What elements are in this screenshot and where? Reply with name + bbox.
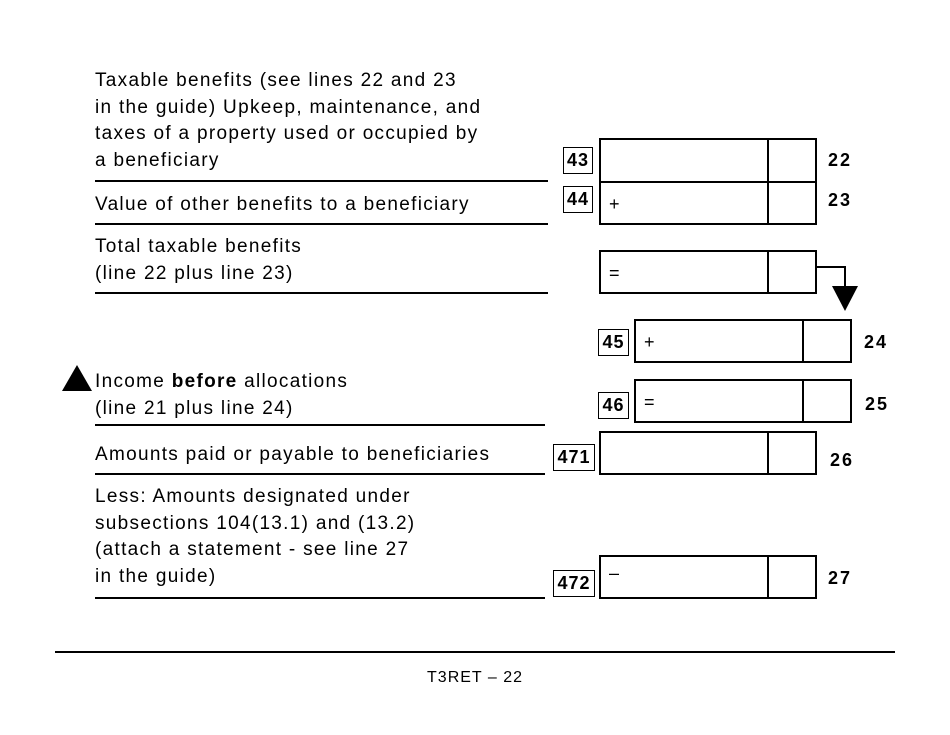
total-taxable-benefits-label [95,234,302,287]
page-footer: T3RET – 22 [427,669,523,686]
label-line: Taxable benefits (see lines 22 and 23 [95,70,457,91]
line-22-input[interactable] [599,138,817,183]
line-number: 23 [828,190,853,210]
divider [95,424,545,426]
label-line: in the guide) Upkeep, maintenance, and [95,96,482,118]
divider [95,292,548,294]
code-43: 43 [563,147,593,174]
cents-field[interactable] [802,321,850,361]
code-472: 472 [553,570,595,597]
equals-sign: = [644,392,655,412]
cents-field[interactable] [767,183,815,223]
label-line: in the guide) [95,565,217,587]
divider [95,223,548,225]
label-line: (attach a statement - see line 27 [95,539,410,560]
footer-rule [55,651,895,653]
line-23-input[interactable] [599,181,817,225]
divider [95,473,545,475]
triangle-marker-icon [62,364,94,392]
label-line: subsections 104(13.1) and (13.2) [95,512,416,534]
equals-sign: = [609,263,620,283]
line-24-input[interactable] [634,319,852,363]
other-benefits-label: Value of other benefits to a beneficiary [95,194,470,215]
income-before-allocations-label [95,369,348,422]
label-line: taxes of a property used or occupied by [95,123,479,144]
line-number: 27 [828,568,853,588]
divider [95,180,548,182]
label-text: allocations [237,371,349,392]
amounts-designated-label [95,484,415,590]
line-25-input[interactable] [634,379,852,423]
label-bold: before [171,371,238,392]
code-45: 45 [598,329,629,356]
label-line: Less: Amounts designated under [95,486,411,507]
label-line: (line 21 plus line 24) [95,397,294,419]
label-line: (line 22 plus line 23) [95,262,294,284]
plus-sign: + [644,332,655,352]
cents-field[interactable] [767,433,815,473]
cents-field[interactable] [802,381,850,421]
arrow-down-icon [815,264,865,314]
line-number: 24 [864,332,889,352]
cents-field[interactable] [767,140,815,183]
cents-field[interactable] [767,252,815,292]
label-text: Income [95,371,172,392]
line-26-input[interactable] [599,431,817,475]
plus-sign: + [609,194,620,214]
cents-field[interactable] [767,557,815,597]
taxable-benefits-label [95,68,481,174]
line-number: 25 [865,394,890,414]
line-number: 22 [828,150,853,170]
code-46: 46 [598,392,629,419]
code-471: 471 [553,444,595,471]
divider [95,597,545,599]
line-number: 26 [830,450,855,470]
minus-sign: – [609,563,620,583]
label-line: Total taxable benefits [95,236,303,257]
total-taxable-benefits-input[interactable] [599,250,817,294]
line-27-input[interactable] [599,555,817,599]
amounts-paid-label: Amounts paid or payable to beneficiaries [95,444,491,465]
label-line: a beneficiary [95,149,220,171]
code-44: 44 [563,186,593,213]
